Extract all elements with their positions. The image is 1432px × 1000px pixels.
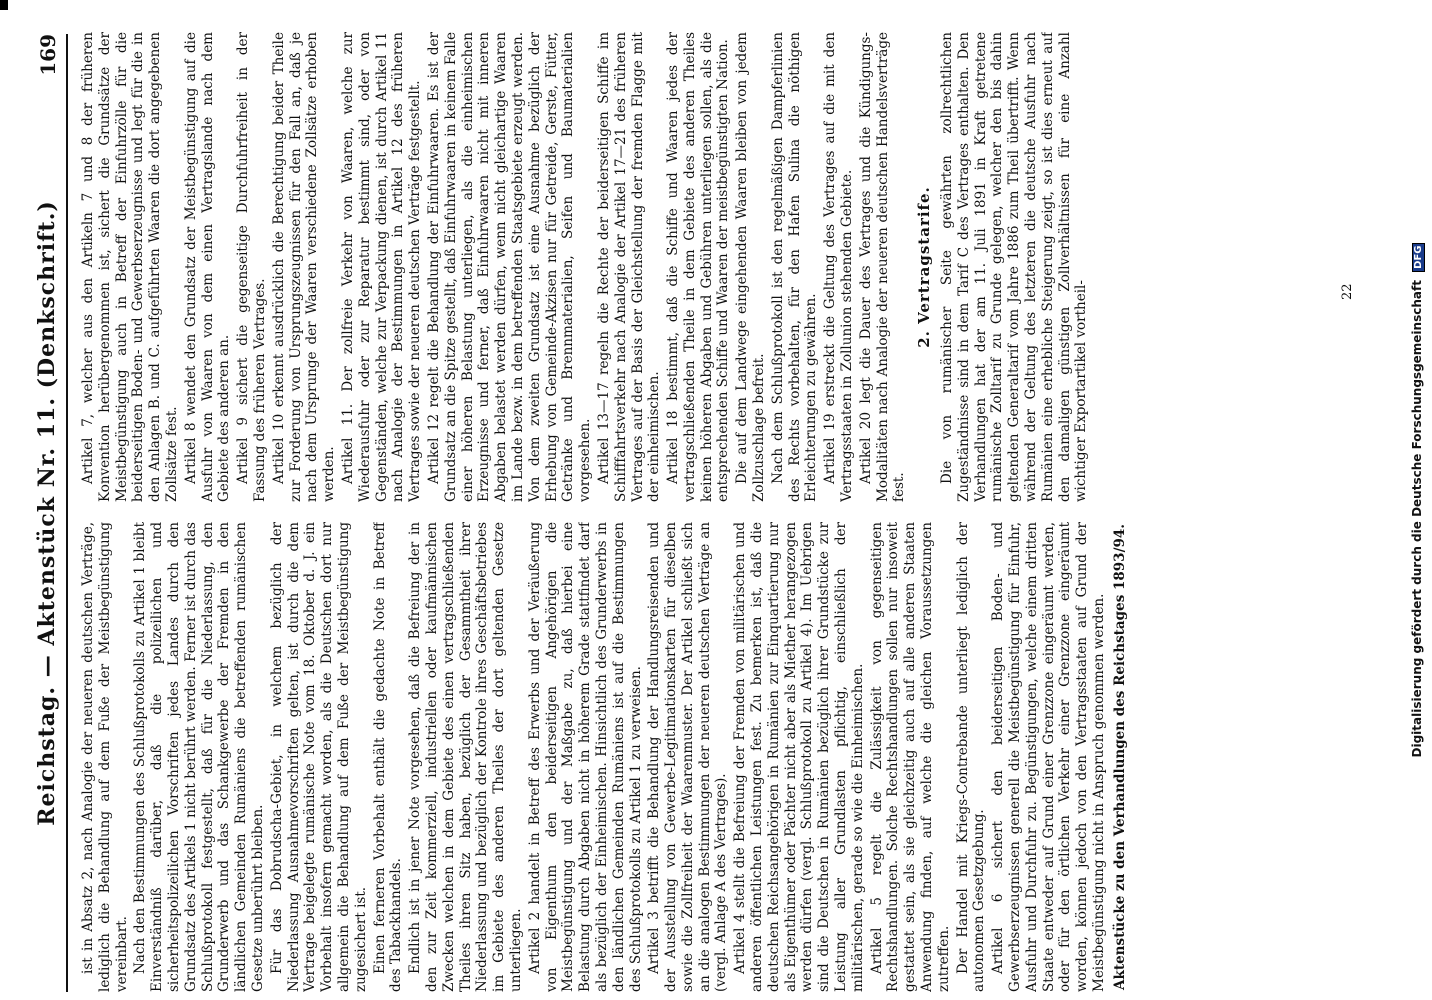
paragraph: Die auf dem Landwege eingehenden Waaren bleiben von jedem Zollzuschlage befreit. — [734, 32, 768, 502]
paragraph: Einen ferneren Vorbehalt enthält die gedachte Note in Betreff des Tabackhandels. — [371, 522, 405, 992]
footer-line: Aktenstücke zu den Verhandlungen des Reichstages 1893/94. — [1111, 524, 1128, 990]
digitization-note: Digitalisierung gefördert durch die Deutsche Forschungsgemeinschaft — [1410, 280, 1424, 758]
paragraph: Artikel 7, welcher aus den Artikeln 7 und 8 der früheren Konvention herübergenommen ist, sichert die Grundsätze der Meistbegünstigung auch in Betreff der Einfuhrzölle für die beiderseitigen Boden- und Gewerbserzeugnisse und legt für die in den Anlagen B. und C. aufgeführten Waaren die dort angegebenen Zollsätze fest. — [80, 32, 180, 502]
paragraph: Artikel 12 regelt die Behandlung der Einfuhrwaaren. Es ist der Grundsatz an die Spitze gestellt, daß Einfuhrwaaren in keinem Falle einer höheren Belastung unterliegen, als die einheimischen Erzeugnisse und ferner, daß Einfuhrwaaren nicht mit inneren Abgaben belastet werden dürfen, wenn nicht gleichartige Waaren im Lande bezw. in dem betreffenden Staatsgebiete erzeugt werden. Von dem zweiten Grundsatz ist eine Ausnahme bezüglich der Erhebung von Gemeinde-Akzisen nur für Getreide, Gerste, Fütter, Getränke und Brennmaterialien, Seifen und Baumaterialien vorgesehen. — [425, 32, 594, 502]
paragraph: ist in Absatz 2, nach Analogie der neueren deutschen Verträge, lediglich die Behandlung auf dem Fuße der Meistbegünstigung vereinbart. — [80, 522, 130, 992]
paragraph: Artikel 19 erstreckt die Geltung des Vertrages auf die mit den Vertragsstaaten in Zollunion stehenden Gebiete. — [822, 32, 856, 502]
left-column — [80, 522, 1314, 992]
paragraph: Artikel 4 stellt die Befreiung der Fremden von militärischen und anderen öffentlichen Leistungen fest. Zu bemerken ist, daß die deutschen Reichsangehörigen in Rumänien zur Einquartierung nur als Eigenthümer oder Pächter nicht aber als Miether herangezogen werden dürfen (vergl. Schlußprotokoll zu Artikel 4). Im Uebrigen sind die Deutschen in Rumänien bezüglich ihrer Grundstücke zur Leistung aller Grundlasten pflichtig, einschließlich der militärischen, gerade so wie die Einheimischen. — [732, 522, 866, 992]
paragraph: Artikel 10 erkennt ausdrücklich die Berechtigung beider Theile zur Forderung von Ursprungszeugnissen für den Fall an, daß je nach dem Ursprunge der Waaren verschiedene Zollsätze erhoben werden. — [270, 32, 338, 502]
right-column — [80, 32, 1314, 502]
paragraph: Artikel 3 betrifft die Behandlung der Handlungsreisenden und der Ausstellung von Gewerbe-Legitimationskarten für dieselben sowie die Zollfreiheit der Waarenmuster. Der Artikel schließt sich an die analogen Bestimmungen der neueren deutschen Verträge an (vergl. Anlage A des Vertrages). — [646, 522, 730, 992]
sheet-number: 22 — [1340, 283, 1355, 300]
digitization-credit — [1410, 0, 1425, 1000]
page-number: 169 — [36, 34, 60, 76]
paragraph: Artikel 5 regelt die Zulässigkeit von gegenseitigen Rechtshandlungen. Solche Rechtshandlungen sollen nur insoweit gestattet sein, als sie gleichzeitig auch auf alle anderen Staaten Anwendung finden, auf welche die gleichen Voraussetzungen zutreffen. — [868, 522, 952, 992]
paragraph: Der Handel mit Kriegs-Contrebande unterliegt lediglich der autonomen Gesetzgebung. — [954, 522, 988, 992]
section-heading: 2. Vertragstarife. — [915, 186, 934, 348]
paragraph: Artikel 2 handelt in Betreff des Erwerbs und der Veräußerung von Eigenthum den beiderseitigen Angehörigen die Meistbegünstigung und der Maßgabe zu, daß hierbei eine Belastung durch Abgaben nicht in höherem Grade stattfindet darf als bezüglich der Einheimischen. Hinsichtlich des Grunderwerbs in den ländlichen Gemeinden Rumäniens ist auf die Bestimmungen des Schlußprotokolls zu Artikel 1 zu verweisen. — [526, 522, 644, 992]
paragraph: Für das Dobrudscha-Gebiet, in welchem bezüglich der Niederlassung Ausnahmevorschriften gelten, ist durch die dem Vertrage beigelegte rumänische Note vom 18. Oktober d. J. ein Vorbehalt insofern gemacht worden, als die Deutschen dort nur allgemein die Behandlung auf dem Fuße der Meistbegünstigung zugesichert ist. — [268, 522, 369, 992]
page-header — [30, 34, 68, 992]
paragraph: Die von rumänischer Seite gewährten zollrechtlichen Zugeständnisse sind in dem Tarif C des Vertrages enthalten. Den Verhandlungen hat der am 11. Juli 1891 in Kraft getretene rumänische Zolltarif zu Grunde gelegen, welcher den bis dahin geltenden Generaltarif vom Jahre 1886 zum Theil übertrifft. Wenn während der Geltung des letzteren die deutsche Ausfuhr nach Rumänien eine erhebliche Steigerung zeigt, so ist dies erneut auf den damaligen günstigen Zollverhältnissen für eine Anzahl wichtiger Exportartikel vortheil- — [939, 32, 1090, 502]
paragraph: Artikel 13—17 regeln die Rechte der beiderseitigen Schiffe im Schifffahrtsverkehr nach Analogie der Artikel 17—21 des früheren Vertrages auf der Basis der Gleichstellung der fremden Flagge mit der einheimischen. — [595, 32, 663, 502]
paragraph: Artikel 11. Der zollfreie Verkehr von Waaren, welche zur Wiederausfuhr oder zur Reparatur bestimmt sind, oder von Gegenständen, welche zur Verpackung dienen, ist durch Artikel 11 nach Analogie der Bestimmungen in Artikel 12 des früheren Vertrages sowie der neueren deutschen Verträge festgestellt. — [339, 32, 424, 502]
page-title: Reichstag. — Aktenstück Nr. 11. (Denkschrift.) — [34, 200, 60, 826]
paragraph: Artikel 9 sichert die gegenseitige Durchfuhrfreiheit in der Fassung des früheren Vertrages. — [235, 32, 268, 502]
paragraph: Artikel 18 bestimmt, daß die Schiffe und Waaren jedes der vertragschließenden Theile in dem Gebiete des anderen Theiles keinen höheren Abgaben und Gebühren unterliegen sollen, als die entsprechenden Schiffe und Waaren der meistbegünstigten Nation. — [665, 32, 732, 502]
paragraph: Artikel 6 sichert den beiderseitigen Boden- und Gewerbserzeugnissen generell die Meistbegünstigung für Einfuhr, Ausfuhr und Durchfuhr zu. Begünstigungen, welche einem dritten Staate entweder auf Grund einer Grenzzone eingeräumt werden, oder für den örtlichen Verkehr einer Grenzzone eingeräumt worden, können jedoch von den Vertragsstaaten auf Grund der Meistbegünstigung nicht in Anspruch genommen werden. — [990, 522, 1108, 992]
paragraph: Artikel 8 wendet den Grundsatz der Meistbegünstigung auf die Ausfuhr von Waaren von dem einen Vertragslande nach dem Gebiete des anderen an. — [182, 32, 233, 502]
paragraph: Nach den Bestimmungen des Schlußprotokolls zu Artikel 1 bleibt Einverständniß darüber, daß die polizeilichen und sicherheitspolizeilichen Vorschriften jedes Landes durch den Grundsatz des Artikels 1 nicht berührt werden. Ferner ist durch das Schlußprotokoll festgestellt, daß für die Niederlassung, den Grunderwerb und das Schankgewerbe der Fremden in den ländlichen Gemeinden Rumäniens die betreffenden rumänischen Gesetze unberührt bleiben. — [132, 522, 266, 992]
dfg-logo-icon: DFG — [1412, 243, 1425, 272]
paragraph: Endlich ist in jener Note vorgesehen, daß die Befreiung der in den zur Zeit kommerziell, industriellen oder kaufmännischen Zwecken welchen in dem Gebiete des einen vertragschließenden Theiles ihren Sitz haben, bezüglich der Gesammtheit ihrer Niederlassung und bezüglich der Kontrole ihres Geschäftsbetriebes im Gebiete des anderen Theiles der dort geltenden Gesetze unterliegen. — [407, 522, 524, 992]
paragraph: Nach dem Schlußprotokoll ist den regelmäßigen Dampferlinien des Rechts vorbehalten, für den Hafen Sulina die nöthigen Erleichterungen zu gewähren. — [769, 32, 820, 502]
paragraph: Artikel 20 legt die Dauer des Vertrages und die Kündigungs-Modalitäten nach Analogie der neueren deutschen Handelsverträge fest. — [857, 32, 908, 502]
